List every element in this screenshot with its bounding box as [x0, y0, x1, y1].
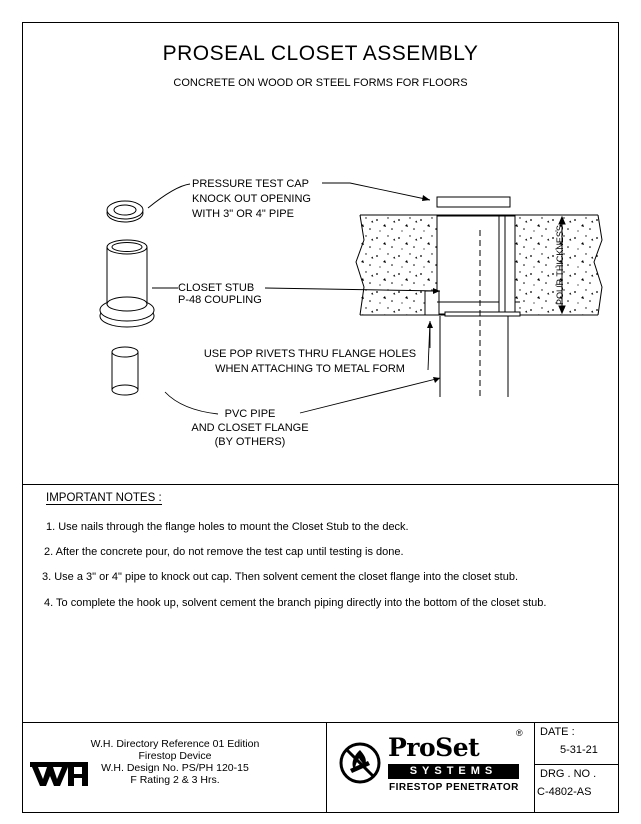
note-item-3: 3. Use a 3" or 4" pipe to knock out cap. Then solvent cement the closet flange into the closet stub. [42, 571, 518, 583]
drawing-number-label: DRG . NO . [540, 768, 597, 780]
callout-pop-rivets-line1: USE POP RIVETS THRU FLANGE HOLES [203, 348, 417, 360]
notes-divider [22, 484, 619, 485]
callout-test-cap-line1: PRESSURE TEST CAP [192, 178, 309, 190]
callout-pvc-pipe-line1: PVC PIPE [224, 408, 276, 420]
pressure-test-cap-section [437, 197, 510, 207]
closet-stub-part [100, 240, 154, 327]
no-fire-seal-icon [338, 741, 382, 785]
notes-heading [46, 492, 162, 504]
callout-pvc-pipe-line3: (BY OTHERS) [214, 436, 286, 448]
brand-name: ProSet [388, 733, 480, 762]
reference-line-4: F Rating 2 & 3 Hrs. [130, 774, 220, 786]
brand-systems-bar: SYSTEMS [388, 764, 519, 779]
note-item-4: 4. To complete the hook up, solvent cement the branch piping directly into the bottom of the closet stub. [44, 597, 547, 609]
reference-line-2: Firestop Device [138, 750, 212, 762]
callout-pvc-pipe-line2: AND CLOSET FLANGE [191, 422, 309, 434]
brand-tagline: FIRESTOP PENETRATOR [389, 782, 519, 793]
callout-pop-rivets-line2: WHEN ATTACHING TO METAL FORM [215, 363, 405, 375]
page-subtitle: CONCRETE ON WOOD OR STEEL FORMS FOR FLOORS [173, 77, 468, 89]
callout-test-cap-line2: KNOCK OUT OPENING [192, 193, 311, 205]
date-label: DATE : [540, 726, 575, 738]
date-value: 5-31-21 [560, 744, 598, 756]
callout-closet-stub-line2: P-48 COUPLING [178, 294, 262, 306]
reference-line-3: W.H. Design No. PS/PH 120-15 [101, 762, 249, 774]
pour-thickness-label: POUR THICKNESS [555, 225, 565, 305]
reference-line-1: W.H. Directory Reference 01 Edition [90, 738, 260, 750]
notes-heading-text: IMPORTANT NOTES : [46, 492, 162, 504]
drawing-number-value: C-4802-AS [537, 786, 592, 798]
pvc-pipe-part [112, 347, 138, 395]
registered-mark: ® [516, 728, 523, 738]
callout-closet-stub-line1: CLOSET STUB [178, 282, 255, 294]
callout-test-cap-line3: WITH 3" OR 4" PIPE [192, 208, 294, 220]
page-title: PROSEAL CLOSET ASSEMBLY [162, 42, 479, 65]
info-separator [535, 764, 619, 765]
note-item-1: 1. Use nails through the flange holes to mount the Closet Stub to the deck. [46, 521, 409, 533]
note-item-2: 2. After the concrete pour, do not remove the test cap until testing is done. [44, 546, 404, 558]
test-cap-part [107, 201, 143, 222]
